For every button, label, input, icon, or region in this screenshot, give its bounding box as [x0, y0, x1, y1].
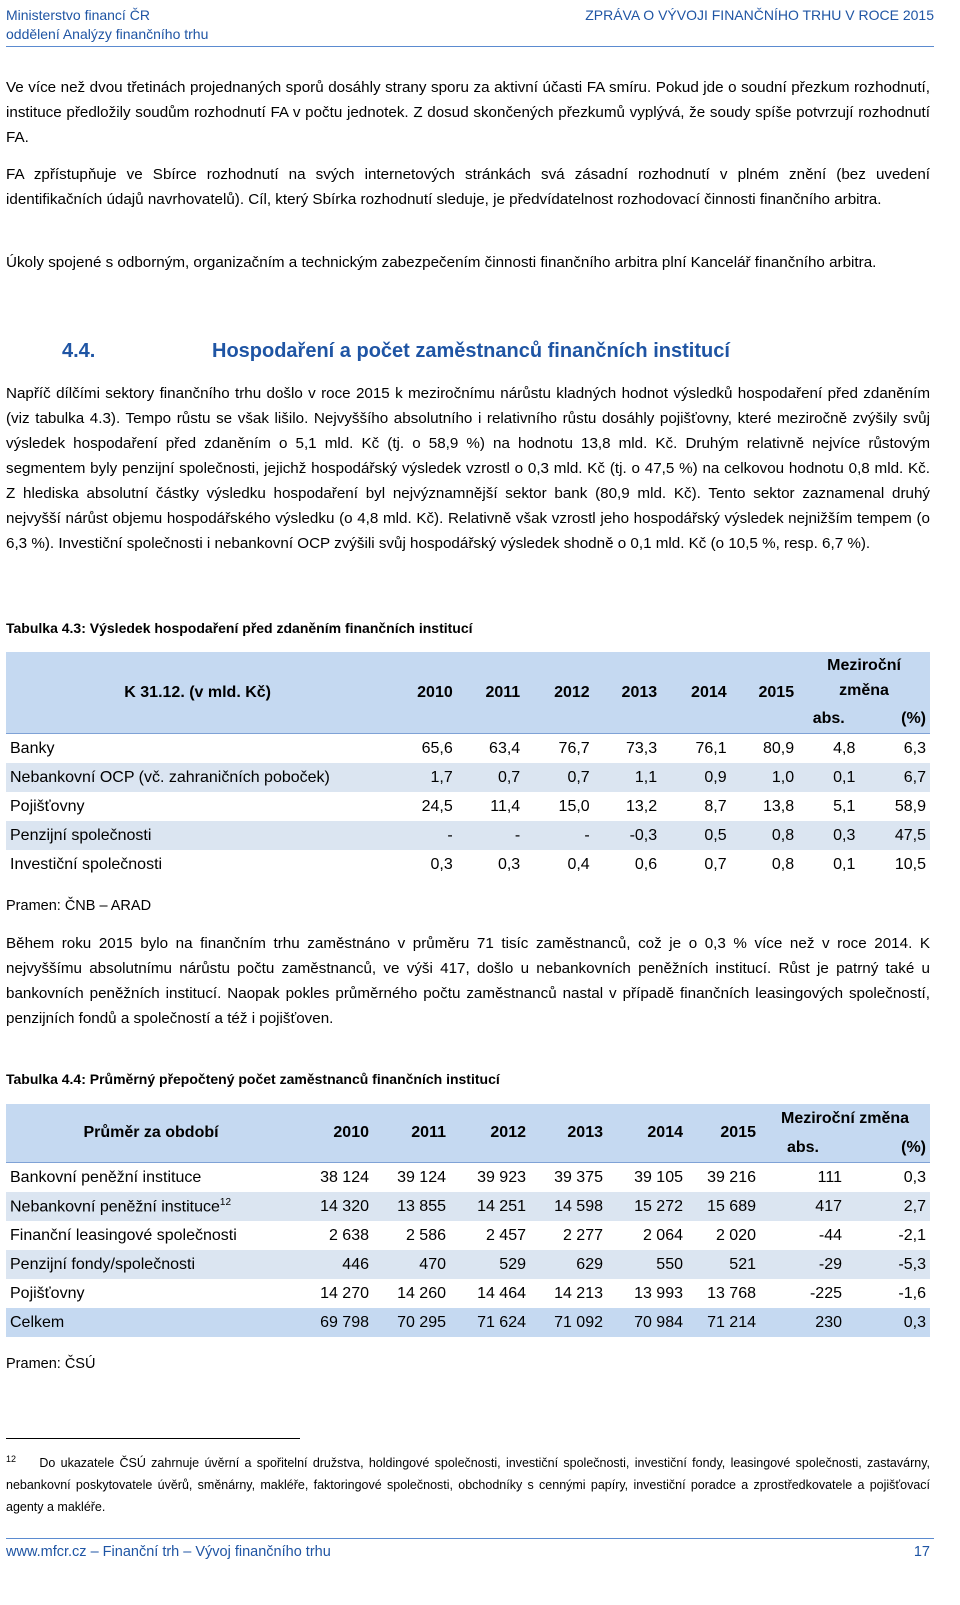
footnote — [6, 1448, 930, 1518]
table1-source: Pramen: ČNB – ARAD — [6, 898, 152, 914]
header-divider — [6, 46, 934, 47]
table2-cell: 38 124 — [296, 1163, 373, 1193]
table1-change-header: Meziroční změna — [827, 657, 901, 699]
table1-row-label — [6, 850, 389, 879]
table1-cell: 1,0 — [731, 763, 798, 792]
table1-cell: 15,0 — [524, 792, 594, 821]
table1-cell: - — [389, 821, 456, 850]
table2-row-label — [6, 1221, 296, 1250]
table2-cell: 71 092 — [530, 1308, 607, 1337]
table2-cell: 14 270 — [296, 1279, 373, 1308]
table2-pct-header: (%) — [901, 1138, 926, 1156]
table2-cell: 14 598 — [530, 1192, 607, 1221]
table1-cell: 0,7 — [661, 850, 731, 879]
table2-cell: 14 213 — [530, 1279, 607, 1308]
table2-cell: 69 798 — [296, 1308, 373, 1337]
table1-cell: 0,3 — [798, 821, 859, 850]
table1-row-label — [6, 821, 389, 850]
table2-cell: 0,3 — [846, 1308, 930, 1337]
table2-cell: 70 984 — [607, 1308, 687, 1337]
table2-cell: 2 638 — [296, 1221, 373, 1250]
table2-cell: 2 277 — [530, 1221, 607, 1250]
table1-cell: 5,1 — [798, 792, 859, 821]
table2-cell: -5,3 — [846, 1250, 930, 1279]
table1-cell: 8,7 — [661, 792, 731, 821]
table2-abs-header: abs. — [786, 1138, 819, 1156]
table1-cell: 24,5 — [389, 792, 456, 821]
table2-year: 2015 — [720, 1124, 756, 1141]
footnote-reference: 12 — [219, 1196, 232, 1208]
section-title: Hospodaření a počet zaměstnanců finančních institucí — [212, 340, 730, 362]
table2-cell: 470 — [373, 1250, 450, 1279]
table2-cell: 2,7 — [846, 1192, 930, 1221]
table2-cell: 13 768 — [687, 1279, 760, 1308]
table2-cell: -44 — [760, 1221, 846, 1250]
table1-row-label — [6, 734, 389, 764]
table1-cell: 1,7 — [389, 763, 456, 792]
table1-row — [6, 821, 930, 850]
table2-row — [6, 1163, 930, 1193]
table1-cell: 0,3 — [457, 850, 524, 879]
table1-header-label: K 31.12. (v mld. Kč) — [124, 683, 271, 701]
table2-cell: 39 375 — [530, 1163, 607, 1193]
table1-cell: 73,3 — [594, 734, 661, 764]
paragraph-1: Ve více než dvou třetinách projednaných sporů dosáhly strany sporu za aktivní účasti FA smíru. Pokud jde o soudní přezkum rozhodnutí, instituce předložily soudům rozhodnutí FA v počtu jednotek. Z dosud skončených přezkumů vyplývá, že soudy spíše potvrzují rozhodnutí FA. — [6, 79, 930, 146]
table2-caption: Tabulka 4.4: Průměrný přepočtený počet zaměstnanců finančních institucí — [6, 1071, 500, 1087]
table2-row-label-text: Pojišťovny — [10, 1284, 85, 1302]
table2-row-label — [6, 1308, 296, 1337]
table1-row-label-text: Pojišťovny — [10, 797, 85, 815]
table1-cell: 0,4 — [524, 850, 594, 879]
paragraph-4: Napříč dílčími sektory finančního trhu došlo v roce 2015 k meziročnímu nárůstu kladných hodnot výsledků hospodaření před zdaněním (viz tabulka 4.3). Tempo růstu se však lišilo. Nejvyššího absolutního i relativního růstu dosáhly pojišťovny, které meziročně zvýšily svůj výsledek hospodaření před zdaněním o 5,1 mld. Kč (tj. o 58,9 %) na hodnotu 13,8 mld. Kč. Druhým relativně nejvíce růstovým segmentem byly penzijní společnosti, jejichž hospodářský výsledek vzrostl o 0,3 mld. Kč (tj. o 47,5 %) na celkovou hodnotu 0,8 mld. Kč. Z hlediska absolutní částky výsledku hospodaření byl nejvýznamnější sektor bank (80,9 mld. Kč). Tento sektor zaznamenal druhý nejvyšší nárůst objemu hospodářského výsledku (o 4,8 mld. Kč). Relativně však vzrostl jeho hospodářský výsledek nejnižším tempem (o 6,3 %). Investiční společnosti i nebankovní OCP zvýšili svůj hospodářský výsledek shodně o 0,1 mld. Kč (o 10,5 %, resp. 6,7 %). — [6, 385, 930, 552]
table2-header-label: Průměr za období — [83, 1124, 219, 1141]
table2-year: 2011 — [411, 1124, 446, 1141]
footer-divider — [6, 1538, 934, 1539]
section-heading — [62, 340, 730, 363]
table1-cell: 13,2 — [594, 792, 661, 821]
table1-cell: 6,3 — [859, 734, 930, 764]
table1-cell: 6,7 — [859, 763, 930, 792]
table2-row-label — [6, 1279, 296, 1308]
table-profit — [6, 652, 930, 879]
table1-abs-header: abs. — [812, 709, 845, 727]
table2-cell: 629 — [530, 1250, 607, 1279]
table2-row-label — [6, 1163, 296, 1193]
table1-row-label-text: Investiční společnosti — [10, 855, 163, 873]
table2-cell: 417 — [760, 1192, 846, 1221]
table2-cell: 2 586 — [373, 1221, 450, 1250]
table2-cell: 15 272 — [607, 1192, 687, 1221]
table2-cell: 0,3 — [846, 1163, 930, 1193]
table1-pct-header: (%) — [901, 709, 926, 727]
table2-year: 2010 — [333, 1124, 369, 1141]
table2-cell: 39 124 — [373, 1163, 450, 1193]
table1-cell: 76,7 — [524, 734, 594, 764]
table2-cell: 70 295 — [373, 1308, 450, 1337]
table1-cell: 4,8 — [798, 734, 859, 764]
table1-year: 2013 — [621, 683, 658, 701]
table1-row — [6, 792, 930, 821]
table2-cell: 521 — [687, 1250, 760, 1279]
table2-cell: 15 689 — [687, 1192, 760, 1221]
table1-cell: 13,8 — [731, 792, 798, 821]
table1-cell: 76,1 — [661, 734, 731, 764]
table1-cell: 63,4 — [457, 734, 524, 764]
table1-year: 2010 — [417, 683, 453, 701]
table2-cell: 39 216 — [687, 1163, 760, 1193]
table2-cell: -29 — [760, 1250, 846, 1279]
table2-row — [6, 1192, 930, 1221]
table2-row-label-text: Bankovní peněžní instituce — [10, 1168, 202, 1186]
table2-cell: 529 — [450, 1250, 530, 1279]
table2-row — [6, 1279, 930, 1308]
table1-cell: 0,1 — [798, 763, 859, 792]
table2-cell: 111 — [760, 1163, 846, 1193]
table2-row — [6, 1221, 930, 1250]
table1-row-label-text: Banky — [10, 739, 55, 757]
table2-cell: 2 064 — [607, 1221, 687, 1250]
table2-header-row — [6, 1104, 930, 1133]
table1-cell: 80,9 — [731, 734, 798, 764]
table2-source: Pramen: ČSÚ — [6, 1356, 96, 1372]
table1-cell: 0,1 — [798, 850, 859, 879]
table2-row-label-text: Nebankovní peněžní instituce — [10, 1198, 220, 1216]
section-number: 4.4. — [62, 340, 96, 362]
table1-cell: 0,9 — [661, 763, 731, 792]
table1-cell: 58,9 — [859, 792, 930, 821]
table1-cell: 47,5 — [859, 821, 930, 850]
table1-cell: 0,7 — [457, 763, 524, 792]
table2-row-label — [6, 1250, 296, 1279]
table1-row — [6, 734, 930, 764]
table1-cell: 0,7 — [524, 763, 594, 792]
table2-cell: 14 320 — [296, 1192, 373, 1221]
table2-cell: 2 457 — [450, 1221, 530, 1250]
table2-year: 2012 — [490, 1124, 526, 1141]
table1-year: 2015 — [758, 683, 795, 701]
footnote-text: Do ukazatele ČSÚ zahrnuje úvěrní a spořitelní družstva, holdingové společnosti, investiční společnosti, investiční fondy, leasingové společnosti, zastavárny, nebankovní poskytovatele úvěrů, směnárny, makléře, faktoringové společnosti, obchodníky s cennými papíry, investiční poradce a zprostředkovatele a pojišťovací agenty a makléře. — [6, 1456, 930, 1515]
table2-cell: 39 923 — [450, 1163, 530, 1193]
table2-change-header: Meziroční změna — [780, 1109, 910, 1127]
table2-cell: 2 020 — [687, 1221, 760, 1250]
table2-year: 2014 — [647, 1124, 683, 1141]
paragraph-5: Během roku 2015 bylo na finančním trhu zaměstnáno v průměru 71 tisíc zaměstnanců, což je o 0,3 % více než v roce 2014. K nejvyššímu absolutnímu nárůstu počtu zaměstnanců, ve výši 417, došlo u nebankovních peněžních institucí. Růst je patrný také u bankovních peněžních institucí. Naopak pokles průměrného počtu zaměstnanců nastal v případě finančních leasingových společností, penzijních fondů a společností a též i pojišťoven. — [6, 935, 930, 1027]
footnote-number: 12 — [6, 1454, 17, 1464]
table1-cell: 0,3 — [389, 850, 456, 879]
table2-cell: -1,6 — [846, 1279, 930, 1308]
table1-cell: 0,8 — [731, 821, 798, 850]
table2-cell: 550 — [607, 1250, 687, 1279]
table2-cell: -225 — [760, 1279, 846, 1308]
table2-row-label-text: Penzijní fondy/společnosti — [10, 1255, 195, 1273]
table2-cell: 71 624 — [450, 1308, 530, 1337]
table2-cell: 14 464 — [450, 1279, 530, 1308]
table2-row-label-text: Celkem — [10, 1313, 65, 1331]
table1-cell: -0,3 — [594, 821, 661, 850]
table2-row-label — [6, 1192, 296, 1221]
table1-cell: 10,5 — [859, 850, 930, 879]
table2-cell: 230 — [760, 1308, 846, 1337]
table1-caption: Tabulka 4.3: Výsledek hospodaření před zdaněním finančních institucí — [6, 620, 473, 636]
table2-row — [6, 1308, 930, 1337]
page-number: 17 — [913, 1544, 930, 1560]
table2-cell: 13 993 — [607, 1279, 687, 1308]
table1-row-label-text: Nebankovní OCP (vč. zahraničních poboček) — [10, 768, 330, 786]
table1-cell: - — [457, 821, 524, 850]
page-footer — [6, 1544, 930, 1560]
table2-cell: 14 251 — [450, 1192, 530, 1221]
table1-cell: 0,5 — [661, 821, 731, 850]
table1-year: 2012 — [554, 683, 590, 701]
table2-cell: 446 — [296, 1250, 373, 1279]
header-report-title: ZPRÁVA O VÝVOJI FINANČNÍHO TRHU V ROCE 2015 — [585, 7, 934, 23]
table2-cell: 13 855 — [373, 1192, 450, 1221]
table1-cell: 1,1 — [594, 763, 661, 792]
paragraph-2: FA zpřístupňuje ve Sbírce rozhodnutí na svých internetových stránkách svá zásadní rozhodnutí v plném znění (bez uvedení identifikačních údajů navrhovatelů). Cíl, který Sbírka rozhodnutí sleduje, je předvídatelnost rozhodovací činnosti finančního arbitra. — [6, 166, 930, 208]
table1-cell: - — [524, 821, 594, 850]
table1-year: 2014 — [691, 683, 727, 701]
table-employees — [6, 1104, 930, 1337]
header-ministry: Ministerstvo financí ČR — [6, 7, 150, 23]
page-header — [0, 6, 960, 44]
footer-link[interactable]: www.mfcr.cz – Finanční trh – Vývoj finančního trhu — [6, 1544, 331, 1560]
table2-row-label-text: Finanční leasingové společnosti — [10, 1226, 237, 1244]
table1-cell: 0,8 — [731, 850, 798, 879]
table1-row-label — [6, 792, 389, 821]
table1-cell: 65,6 — [389, 734, 456, 764]
table1-header-row — [6, 652, 930, 704]
table1-row-label-text: Penzijní společnosti — [10, 826, 152, 844]
table2-cell: -2,1 — [846, 1221, 930, 1250]
table2-cell: 71 214 — [687, 1308, 760, 1337]
table2-cell: 39 105 — [607, 1163, 687, 1193]
header-left — [6, 6, 208, 44]
paragraph-3: Úkoly spojené s odborným, organizačním a technickým zabezpečením činnosti finančního arbitra plní Kancelář finančního arbitra. — [6, 254, 877, 271]
table1-row — [6, 763, 930, 792]
table1-row — [6, 850, 930, 879]
table1-year: 2011 — [485, 683, 521, 701]
footnote-divider — [6, 1438, 300, 1439]
header-department: oddělení Analýzy finančního trhu — [6, 26, 209, 42]
table2-row — [6, 1250, 930, 1279]
table2-year: 2013 — [567, 1124, 603, 1141]
table1-row-label — [6, 763, 389, 792]
table1-cell: 0,6 — [594, 850, 661, 879]
table2-cell: 14 260 — [373, 1279, 450, 1308]
table1-cell: 11,4 — [457, 792, 524, 821]
